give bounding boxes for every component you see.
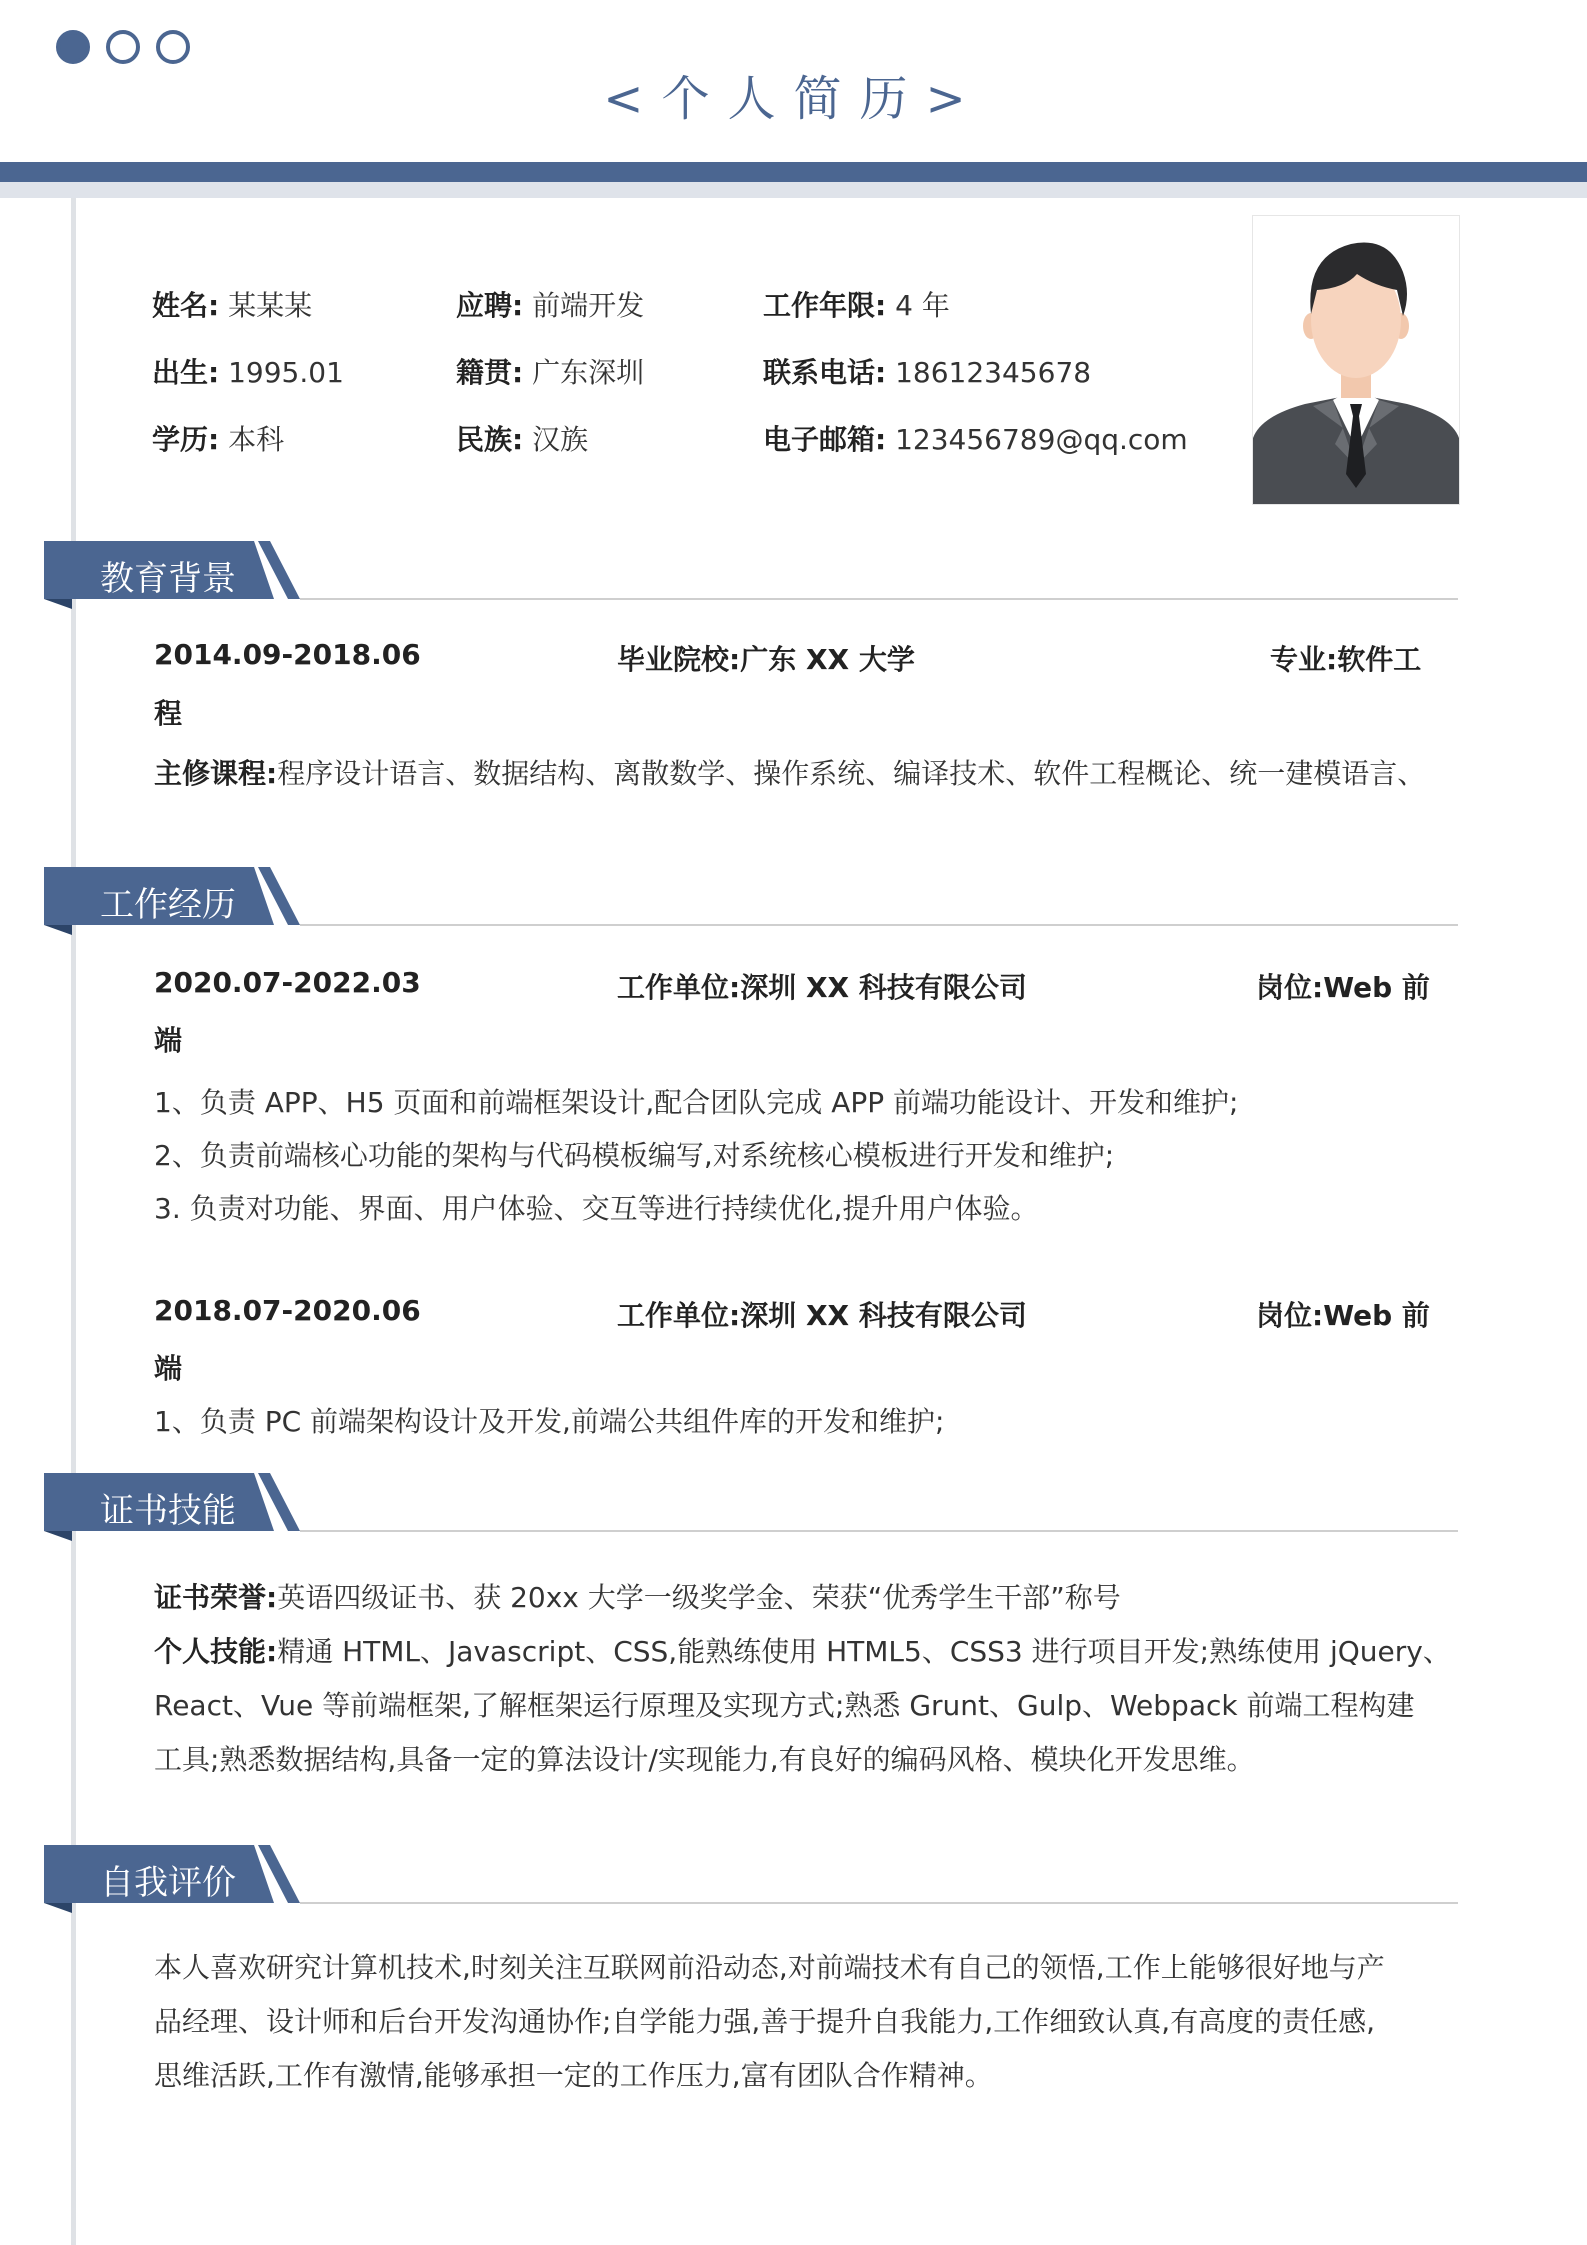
section-title: 证书技能 [100,1491,236,1531]
job-duty: 3. 负责对功能、界面、用户体验、交互等进行持续优化,提升用户体验。 [154,1192,1039,1225]
skills-line: React、Vue 等前端框架,了解框架运行原理及实现方式;熟悉 Grunt、Gulp、Webpack 前端工程构建 [154,1689,1415,1722]
avatar-businessman-icon [1253,216,1459,504]
education-major: 专业:软件工 [1270,643,1422,676]
section-header-skills [44,1473,300,1541]
info-hometown: 籍贯: 广东深圳 [456,356,645,389]
job-duty: 1、负责 APP、H5 页面和前端框架设计,配合团队完成 APP 前端功能设计、开发和维护; [154,1086,1239,1119]
job-company: 工作单位:深圳 XX 科技有限公司 [617,971,1027,1004]
job-duty: 2、负责前端核心功能的架构与代码模板编写,对系统核心模板进行开发和维护; [154,1139,1115,1172]
info-email: 电子邮箱: 123456789@qq.com [763,423,1188,456]
job-duty-clipped [154,1400,1454,1438]
skills-line: 个人技能:精通 HTML、Javascript、CSS,能熟练使用 HTML5、CSS3 进行项目开发;熟练使用 jQuery、 [154,1635,1451,1668]
section-header-work [44,867,300,935]
job-duty: 1、负责 PC 前端架构设计及开发,前端公共组件库的开发和维护; [154,1405,945,1438]
job-period: 2020.07-2022.03 [154,966,421,999]
job-position: 岗位:Web 前 [1256,1299,1430,1332]
self-eval-line: 本人喜欢研究计算机技术,时刻关注互联网前沿动态,对前端技术有自己的领悟,工作上能够很好地与产 [154,1951,1385,1984]
job-position-wrap: 端 [154,1352,183,1385]
info-name: 姓名: 某某某 [152,289,313,322]
section-title: 工作经历 [100,885,236,925]
education-period: 2014.09-2018.06 [154,638,421,671]
section-divider [300,1902,1458,1904]
window-dot-outline-icon [106,30,140,64]
info-position: 应聘: 前端开发 [456,289,645,322]
section-header-education [44,541,300,609]
info-phone: 联系电话: 18612345678 [763,356,1092,389]
info-education: 学历: 本科 [152,423,285,456]
avatar [1252,215,1460,505]
header-band-light [0,182,1587,198]
section-title: 教育背景 [100,559,236,599]
section-divider [300,1530,1458,1532]
education-major-wrap: 程 [154,697,183,730]
info-years: 工作年限: 4 年 [763,289,950,322]
job-position: 岗位:Web 前 [1256,971,1430,1004]
section-header-self-eval [44,1845,300,1913]
window-dot-outline-icon [156,30,190,64]
job-company: 工作单位:深圳 XX 科技有限公司 [617,1299,1027,1332]
section-divider [300,924,1458,926]
skills-certificates: 证书荣誉:英语四级证书、获 20xx 大学一级奖学金、荣获“优秀学生干部”称号 [154,1581,1121,1614]
timeline-bar [71,198,76,2245]
job-period: 2018.07-2020.06 [154,1294,421,1327]
job-position-wrap: 端 [154,1024,183,1057]
skills-line: 工具;熟悉数据结构,具备一定的算法设计/实现能力,有良好的编码风格、模块化开发思维。 [154,1743,1255,1776]
header-band [0,162,1587,182]
info-birth: 出生: 1995.01 [152,356,344,389]
self-eval-line: 思维活跃,工作有激情,能够承担一定的工作压力,富有团队合作精神。 [154,2059,993,2092]
self-eval-line: 品经理、设计师和后台开发沟通协作;自学能力强,善于提升自我能力,工作细致认真,有高度的责任感, [154,2005,1376,2038]
window-dot-filled-icon [56,30,90,64]
info-ethnicity: 民族: 汉族 [456,423,589,456]
section-title: 自我评价 [100,1863,236,1903]
page-title: <个人简历> [603,71,984,127]
section-divider [300,598,1458,600]
education-school: 毕业院校:广东 XX 大学 [617,643,915,676]
education-courses: 主修课程:程序设计语言、数据结构、离散数学、操作系统、编译技术、软件工程概论、统一建模语言、 [154,757,1426,790]
